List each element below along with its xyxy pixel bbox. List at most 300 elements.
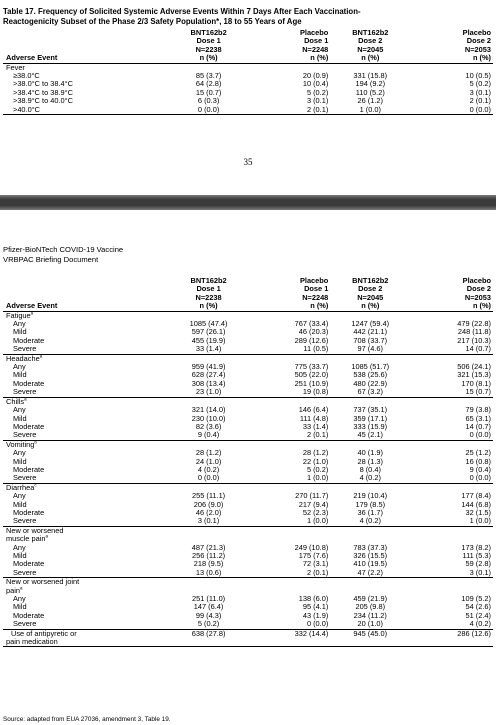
table-row [3,544,493,552]
value-cell: 1247 (59.4) [351,319,390,329]
row-label: Moderate [13,559,45,569]
value-cell: 43 (1.9) [302,610,329,620]
value-cell: 321 (14.0) [191,405,226,415]
value-cell [410,578,493,587]
value-cell: 4 (0.2) [197,464,220,474]
value-cell: 1 (0.0) [330,106,410,115]
row-label: Severe [3,431,169,440]
table-row [3,595,493,603]
row-label: Severe [3,569,169,578]
value-cell: 479 (22.8) [457,319,491,329]
systemic-events-table [3,277,493,647]
value-cell: 255 (11.1) [192,491,226,501]
table-row [3,474,493,483]
value-cell: 597 (26.1) [191,327,226,337]
row-label: Any [13,362,26,372]
row-label: pain medication [3,638,169,647]
column-header: Placebo [462,28,491,37]
value-cell: 783 (37.3) [353,542,388,552]
column-header: N=2238 [195,44,222,54]
row-label: Any [13,319,26,329]
value-cell: 249 (10.8) [294,542,329,552]
table-row [3,603,493,611]
value-cell: 4 (0.2) [330,474,410,483]
table-row [3,612,493,620]
row-label: New or worsened [6,525,64,535]
row-label: Any [13,594,26,604]
value-cell: 3 (0.1) [169,517,249,526]
value-cell: 5 (0.2) [306,87,329,97]
row-label: Severe [3,345,169,354]
value-cell: 945 (45.0) [353,628,388,638]
value-cell: 46 (20.3) [298,327,329,337]
value-cell [330,638,410,647]
column-header: Dose 2 [358,284,383,294]
table-row [3,560,493,568]
row-label: pain$^a$ [6,585,23,595]
value-cell: 4 (0.2) [410,620,493,629]
doc-header-line-2: VRBPAC Briefing Document [3,254,99,264]
column-header: N=2053 [464,292,491,302]
value-cell: 959 (41.9) [191,362,226,372]
value-cell: 8 (0.4) [359,464,381,474]
value-cell: 23 (1.0) [169,388,249,397]
value-cell: 251 (10.9) [294,378,329,388]
table-title-line-1: Table 17. Frequency of Solicited Systemic Adverse Events Within 7 Days After Each Vaccination- [3,7,361,16]
value-cell: 170 (8.1) [461,378,491,388]
value-cell: 26 (1.2) [357,96,384,106]
category-row [3,483,493,492]
column-header: N=2045 [357,44,384,54]
value-cell: 147 (6.4) [193,602,224,612]
value-cell: 72 (3.1) [302,559,329,569]
value-cell: 67 (3.2) [330,388,410,397]
column-header: Placebo [299,28,329,37]
value-cell: 2 (0.1) [249,431,331,440]
table-row [3,517,493,526]
footnote-marker: a [30,310,34,316]
value-cell: 54 (2.6) [465,602,491,612]
value-cell: 51 (2.4) [465,610,491,620]
row-label: Moderate [13,421,45,431]
column-header: n (%) [410,54,493,63]
value-cell: 0 (0.0) [169,474,249,483]
value-cell: 65 (3.1) [465,413,491,423]
value-cell [410,526,493,535]
table-row [3,423,493,431]
value-cell: 480 (22.9) [353,378,388,388]
value-cell: 194 (9.2) [355,79,386,89]
value-cell [169,578,249,587]
category-row [3,63,493,72]
row-label: muscle pain$^a$ [6,533,48,544]
value-cell: 47 (2.2) [330,569,410,578]
row-label: Mild [13,413,27,423]
value-cell: 144 (6.8) [461,499,491,509]
column-header: N=2248 [302,44,329,54]
row-label: Mild [13,370,27,380]
value-cell: 33 (1.4) [169,345,249,354]
header-spacer [3,29,169,37]
value-cell: 505 (22.0) [294,370,329,380]
table-row [3,492,493,500]
value-cell: 64 (2.8) [195,79,222,89]
value-cell: 99 (4.3) [195,610,222,620]
table-row [3,388,493,397]
row-label: Moderate [13,464,45,474]
column-header: Dose 1 [196,36,221,46]
value-cell [169,638,249,647]
column-header: n (%) [410,302,493,311]
table-row [3,337,493,345]
table-row [3,371,493,379]
header-row [3,37,493,45]
table-row [3,449,493,457]
row-label: >38.4°C to 38.9°C [13,87,73,97]
column-header: n (%) [169,302,249,311]
value-cell: 459 (21.9) [353,594,388,604]
value-cell: 5 (0.2) [306,464,329,474]
row-label: Moderate [13,610,45,620]
value-cell: 0 (0.0) [410,106,493,115]
row-label: >38.9°C to 40.0°C [13,96,73,106]
value-cell [249,526,331,535]
category-row [3,526,493,535]
row-label: Headache$^a$ [6,353,43,363]
column-header: N=2053 [464,44,491,54]
value-cell: 28 (1.3) [357,456,383,466]
category-row [3,535,493,543]
header-spacer [3,37,169,45]
row-label: Severe [3,620,169,629]
header-row [3,302,493,311]
value-cell: 15 (0.7) [410,388,493,397]
value-cell: 110 (5.2) [355,87,385,97]
table-row [3,72,493,80]
value-cell: 4 (0.2) [330,517,410,526]
row-label: Mild [13,499,27,509]
row-label: Use of antipyretic or [11,628,77,638]
column-header: N=2238 [195,292,222,302]
value-cell: 205 (9.8) [355,602,386,612]
row-label: Mild [13,327,27,337]
value-cell: 487 (21.3) [191,542,226,552]
page-number: 35 [243,157,253,167]
row-label: Any [13,542,26,552]
value-cell: 270 (11.7) [295,491,329,501]
value-cell: 16 (0.8) [465,456,491,466]
table-row [3,431,493,440]
table-title [3,7,493,27]
value-cell: 3 (0.1) [306,96,329,106]
value-cell: 1 (0.0) [410,517,493,526]
value-cell [169,526,249,535]
document-page-bottom [0,210,496,725]
category-row [3,311,493,320]
row-label: >38.0°C to 38.4°C [13,79,73,89]
value-cell: 410 (19.5) [353,559,388,569]
header-row [3,29,493,37]
value-cell: 10 (0.5) [465,71,491,81]
value-cell: 138 (6.0) [298,594,329,604]
value-cell: 0 (0.0) [410,474,493,483]
table-row [3,620,493,629]
value-cell: 97 (4.6) [330,345,410,354]
value-cell: 206 (9.0) [193,499,224,509]
value-cell: 1 (0.0) [249,474,331,483]
value-cell: 455 (19.9) [191,335,226,345]
value-cell [330,578,410,587]
value-cell: 179 (8.5) [355,499,386,509]
value-cell: 331 (15.8) [353,71,388,81]
header-row [3,285,493,293]
value-cell: 40 (1.9) [357,448,383,458]
value-cell: 506 (24.1) [457,362,491,372]
value-cell: 36 (1.7) [357,507,383,517]
page-gap [0,195,496,210]
value-cell: 2 (0.1) [249,569,331,578]
row-label: Any [13,491,26,501]
value-cell: 538 (25.6) [353,370,388,380]
category-row [3,440,493,449]
row-label: Chills$^a$ [6,396,27,406]
value-cell: 14 (0.7) [465,421,491,431]
value-cell: 3 (0.1) [410,569,493,578]
value-cell: 85 (3.7) [195,71,222,81]
column-header: Dose 1 [196,284,221,294]
category-row [3,397,493,406]
value-cell: 442 (21.1) [353,327,388,337]
table-row [3,80,493,88]
value-cell: 111 (5.3) [462,551,491,560]
fever-table [3,29,493,115]
value-cell: 19 (0.8) [249,388,331,397]
footnote-marker: a [24,396,27,402]
value-cell: 28 (1.2) [302,448,329,458]
value-cell: 24 (1.0) [195,456,222,466]
footnote-marker: a [45,533,48,539]
value-cell: 0 (0.0) [410,431,493,440]
row-label: Any [13,405,26,415]
table-row [3,363,493,371]
value-cell: 146 (6.4) [298,405,329,415]
table-row [3,458,493,466]
value-cell: 95 (4.1) [302,602,329,612]
column-header: N=2248 [302,292,329,302]
row-label: ≥38.0°C [13,71,40,81]
value-cell: 737 (35.1) [353,405,388,415]
value-cell: 218 (9.5) [193,559,224,569]
column-header: BNT162b2 [190,276,227,285]
value-cell: 11 (0.5) [249,345,331,354]
header-row [3,277,493,285]
column-header: n (%) [330,54,410,63]
value-cell: 3 (0.1) [469,87,491,97]
footnote-marker: a [39,353,43,359]
antipyretic-row [3,629,493,638]
value-cell: 219 (10.4) [353,491,388,501]
row-label: Fever [6,62,25,72]
header-row [3,294,493,302]
value-cell: 217 (10.3) [457,335,491,345]
value-cell: 217 (9.4) [298,499,329,509]
column-header: n (%) [330,302,410,311]
value-cell [410,638,493,647]
row-label: Severe [3,474,169,483]
row-label: Moderate [13,378,45,388]
value-cell [249,578,331,587]
column-header: BNT162b2 [352,276,389,285]
value-cell: 767 (33.4) [294,319,329,329]
row-label: Severe [3,517,169,526]
value-cell: 0 (0.0) [169,106,249,115]
column-header: Dose 2 [358,36,383,46]
table-row [3,501,493,509]
value-cell: 326 (15.5) [353,551,388,560]
column-header: N=2045 [357,292,384,302]
value-cell: 9 (0.4) [169,431,249,440]
column-header: Placebo [299,276,329,285]
table-row [3,89,493,97]
value-cell: 46 (2.0) [195,507,222,517]
value-cell: 173 (8.2) [461,542,491,552]
event-column-header: Adverse Event [3,302,169,311]
row-label: >40.0°C [3,106,169,115]
value-cell: 79 (3.8) [465,405,491,415]
table-row [3,552,493,560]
value-cell: 248 (11.8) [457,327,491,337]
row-label: Mild [13,551,27,560]
doc-header [3,245,123,264]
value-cell: 289 (12.6) [294,335,329,345]
row-label: New or worsened joint [6,577,80,587]
table-row [3,466,493,474]
value-cell: 321 (15.3) [457,370,491,380]
column-header: n (%) [249,54,331,63]
column-header: Dose 1 [304,36,329,46]
category-row [3,578,493,587]
header-spacer [3,285,169,293]
value-cell: 13 (0.6) [169,569,249,578]
value-cell [249,638,331,647]
value-cell: 10 (0.4) [302,79,329,89]
value-cell: 256 (11.2) [192,551,226,560]
column-header: n (%) [249,302,331,311]
antipyretic-row-cont [3,638,493,647]
value-cell: 59 (2.8) [465,559,491,569]
value-cell: 25 (1.2) [465,448,491,458]
value-cell: 6 (0.3) [197,96,220,106]
event-column-header: Adverse Event [3,54,169,63]
row-label: Moderate [13,507,45,517]
doc-header-line-1: Pfizer-BioNTech COVID-19 Vaccine [3,245,124,254]
table-row [3,509,493,517]
value-cell: 638 (27.8) [191,628,226,638]
value-cell: 20 (1.0) [330,620,410,629]
row-label: Vomiting$^b$ [6,439,37,449]
value-cell: 5 (0.2) [169,620,249,629]
value-cell: 775 (33.7) [294,362,329,372]
value-cell: 0 (0.0) [249,620,331,629]
value-cell: 32 (1.5) [465,507,491,517]
footnote-marker: c [34,482,37,488]
value-cell: 177 (8.4) [461,491,491,501]
table-title-line-2: Reactogenicity Subset of the Phase 2/3 Safety Population*, 18 to 55 Years of Age [3,17,302,26]
value-cell: 22 (1.0) [302,456,329,466]
header-row [3,54,493,63]
column-header: BNT162b2 [190,28,227,37]
value-cell: 82 (3.6) [195,421,222,431]
value-cell: 708 (33.7) [353,335,388,345]
value-cell: 33 (1.4) [302,421,329,431]
table-row [3,320,493,328]
value-cell: 20 (0.9) [302,71,329,81]
header-row [3,46,493,54]
value-cell: 9 (0.4) [469,464,491,474]
value-cell: 2 (0.1) [249,106,331,115]
value-cell: 251 (11.0) [192,594,226,604]
table-row [3,345,493,354]
column-header: Dose 2 [466,36,491,46]
category-row [3,587,493,595]
value-cell: 1085 (51.7) [351,362,390,372]
column-header: Dose 1 [304,284,329,294]
value-cell: 2 (0.1) [469,96,491,106]
table-row [3,415,493,423]
row-label: Fatigue$^a$ [6,310,34,320]
table-row [3,97,493,105]
row-label: Diarrhea$^c$ [6,482,37,492]
row-label: Severe [3,388,169,397]
value-cell: 333 (15.9) [353,421,388,431]
row-label: Any [13,448,26,458]
table-row [3,380,493,388]
column-header: Placebo [462,276,491,285]
column-header: Dose 2 [466,284,491,294]
document-page-top [0,0,496,195]
row-label: Moderate [13,335,45,345]
value-cell: 628 (27.4) [191,370,226,380]
value-cell: 109 (5.2) [461,594,491,604]
value-cell: 28 (1.2) [195,448,222,458]
value-cell: 52 (2.3) [302,507,329,517]
value-cell: 230 (10.0) [191,413,226,423]
value-cell: 111 (4.8) [299,413,329,423]
row-label: Mild [13,602,27,612]
value-cell: 308 (13.4) [191,378,226,388]
value-cell: 234 (11.2) [353,610,387,620]
value-cell: 359 (17.1) [353,413,388,423]
value-cell: 14 (0.7) [410,345,493,354]
header-spacer [3,277,169,285]
value-cell: 286 (12.6) [457,628,491,638]
value-cell: 1085 (47.4) [189,319,228,329]
value-cell [330,526,410,535]
table-row [3,406,493,414]
table-row [3,328,493,336]
footnote-marker: a [19,585,23,591]
value-cell: 5 (0.2) [469,79,491,89]
value-cell: 45 (2.1) [330,431,410,440]
value-cell: 1 (0.0) [249,517,331,526]
column-header: BNT162b2 [352,28,389,37]
row-label: Mild [13,456,27,466]
value-cell: 15 (0.7) [195,87,222,97]
category-row [3,354,493,363]
value-cell: 332 (14.4) [294,628,329,638]
value-cell: 175 (7.6) [298,551,329,560]
table-row [3,106,493,115]
